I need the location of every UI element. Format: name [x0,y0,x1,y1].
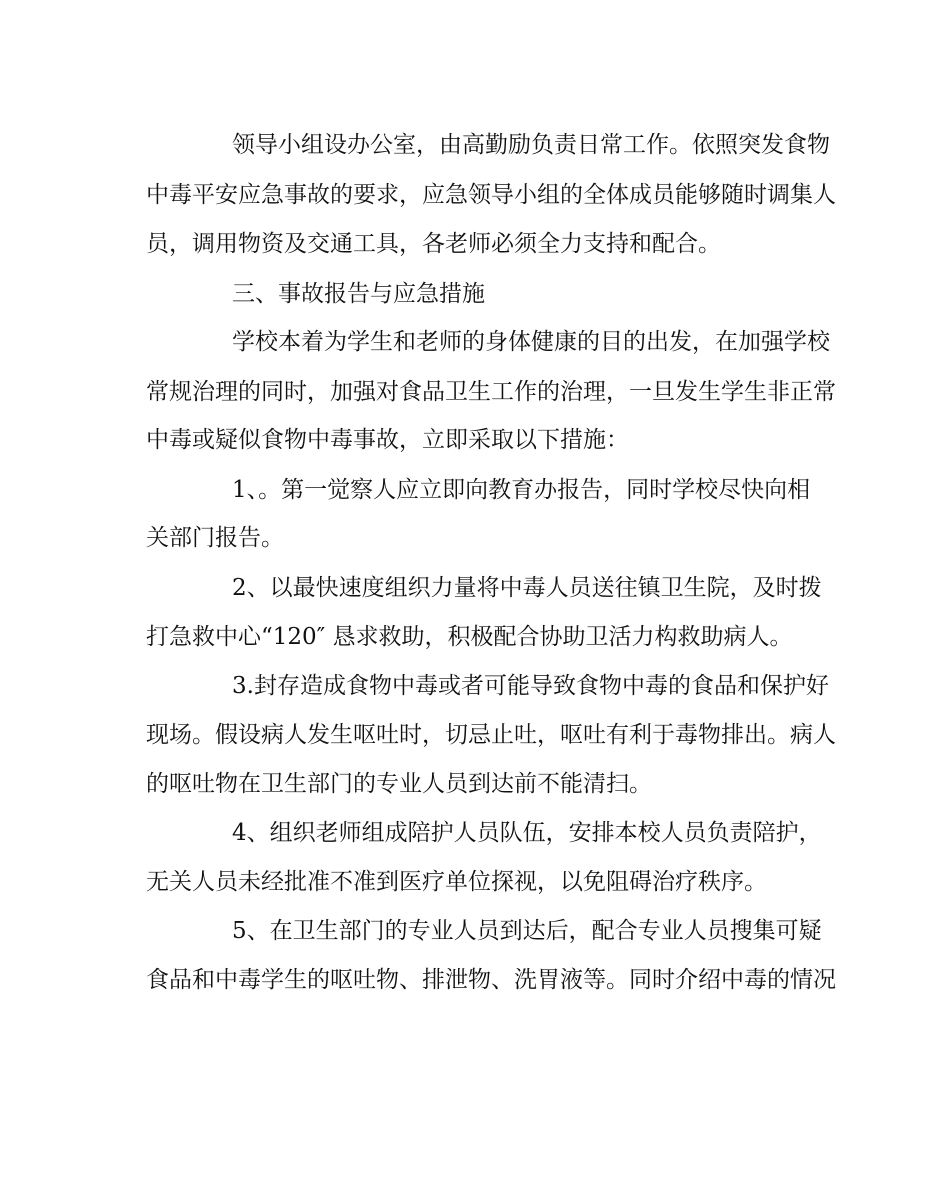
text-line: 现场。假设病人发生呕吐时，切忌止吐，呕吐有利于毒物排出。病人 [146,722,836,748]
text-line: 三、事故报告与应急措施 [232,281,485,307]
text-line: 1、。第一觉察人应立即向教育办报告，同时学校尽快向相 [232,477,811,503]
text-line: 中毒或疑似食物中毒事故，立即采取以下措施： [146,427,629,453]
text-line: 3.封存造成食物中毒或者可能导致食物中毒的食品和保护好 [232,673,829,699]
text-line: 2、以最快速度组织力量将中毒人员送往镇卫生院，及时拨 [232,575,822,601]
text-line: 的呕吐物在卫生部门的专业人员到达前不能清扫。 [146,771,652,797]
text-line: 4、组织老师组成陪护人员队伍，安排本校人员负责陪护， [232,820,822,846]
text-line: 常规治理的同时，加强对食品卫生工作的治理，一旦发生学生非正常 [146,379,836,405]
text-line: 食品和中毒学生的呕吐物、排泄物、洗胃液等。同时介绍中毒的情况 [146,967,836,993]
text-line: 打急救中心“120″ 恳求救助，积极配合协助卫活力构救助病人。 [146,624,793,650]
text-line: 学校本着为学生和老师的身体健康的目的出发，在加强学校 [232,329,830,355]
text-line: 领导小组设办公室，由高勤励负责日常工作。依照突发食物 [232,132,830,158]
text-line: 员，调用物资及交通工具，各老师必须全力支持和配合。 [146,231,721,257]
text-line: 关部门报告。 [146,525,284,551]
text-line: 中毒平安应急事故的要求，应急领导小组的全体成员能够随时调集人 [146,182,836,208]
text-line: 5、在卫生部门的专业人员到达后，配合专业人员搜集可疑 [232,918,822,944]
text-line: 无关人员未经批准不准到医疗单位探视，以免阻碍治疗秩序。 [146,869,767,895]
